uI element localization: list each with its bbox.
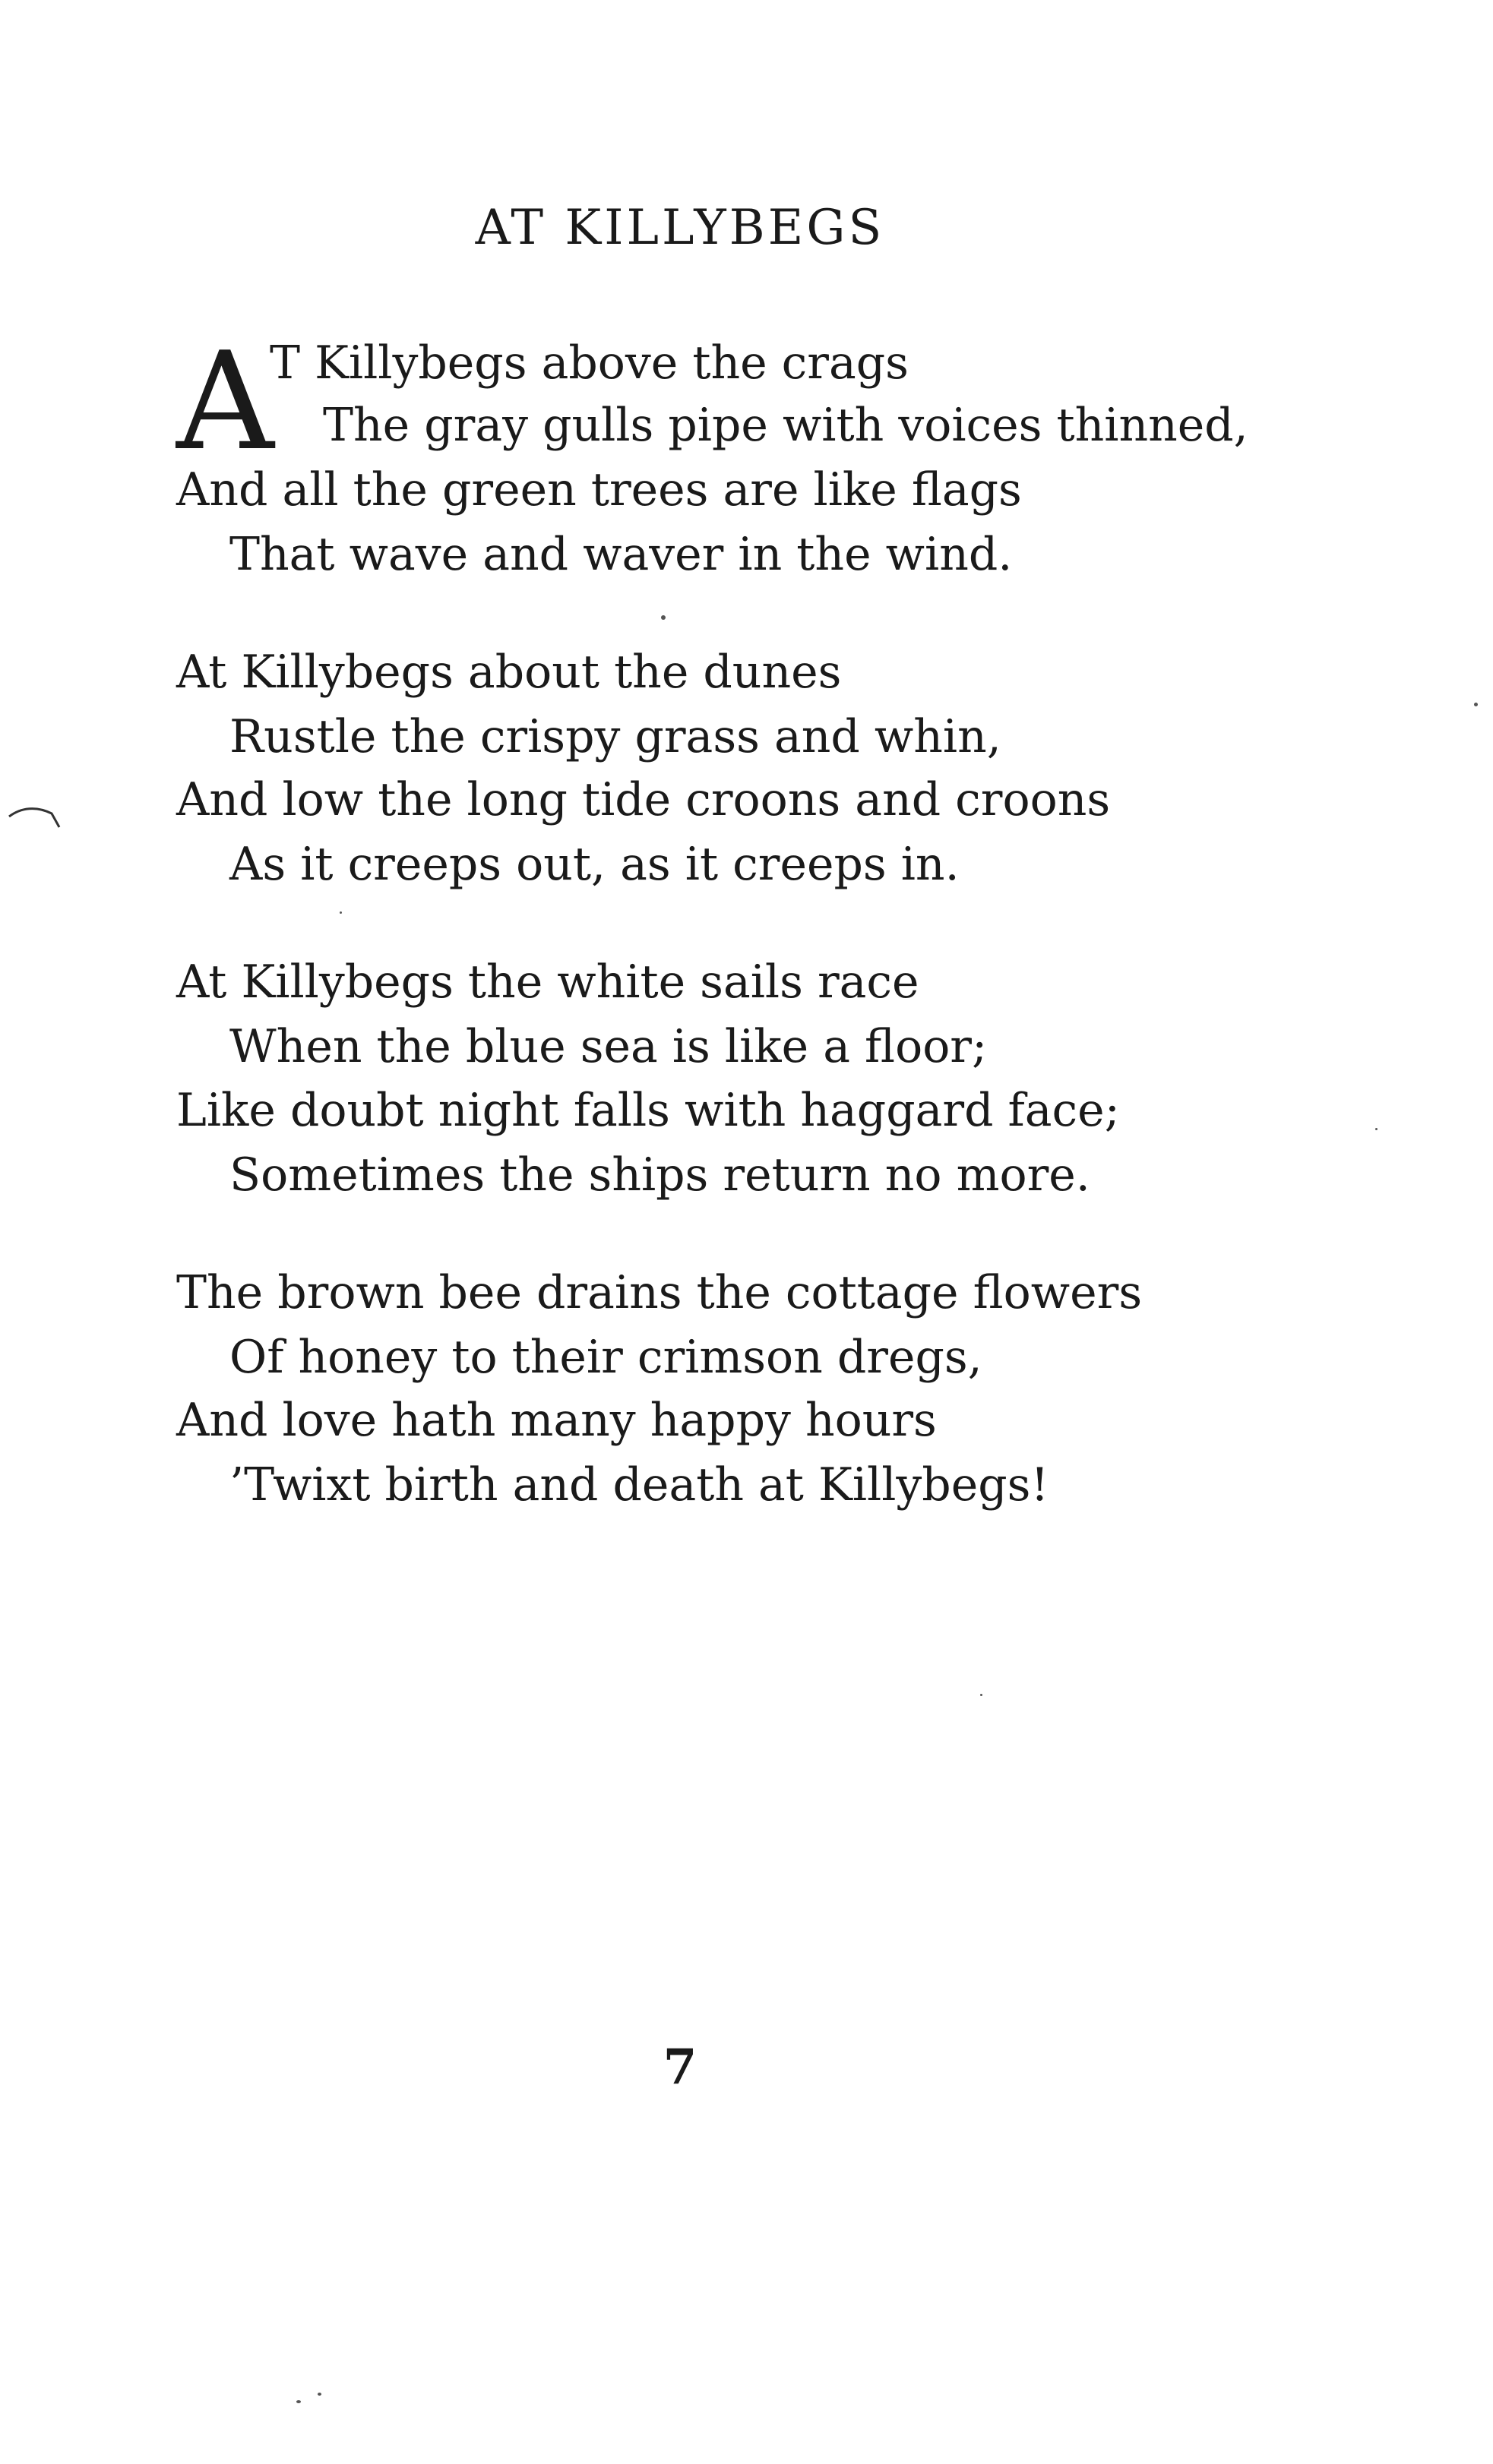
poem-line: When the blue sea is like a floor; xyxy=(229,1020,988,1073)
poem-line: That wave and waver in the wind. xyxy=(229,528,1013,581)
poem-title: AT KILLYBEGS xyxy=(475,200,885,256)
scan-mark-left xyxy=(6,801,67,839)
scan-speck xyxy=(1375,1128,1378,1130)
poem-line: And love hath many happy hours xyxy=(176,1394,937,1447)
poem-line: As it creeps out, as it creeps in. xyxy=(229,838,960,891)
poem-line: Rustle the crispy grass and whin, xyxy=(229,710,1001,763)
poem-line: And all the green trees are like flags xyxy=(176,463,1022,516)
scan-speck xyxy=(980,1694,982,1696)
poem-line: The brown bee drains the cottage flowers xyxy=(176,1266,1143,1319)
scan-speck xyxy=(1474,703,1478,706)
poem-line: Of honey to their crimson dregs, xyxy=(229,1331,982,1384)
scan-speck xyxy=(340,911,342,914)
scan-speck xyxy=(318,2393,321,2396)
poem-line: The gray gulls pipe with voices thinned, xyxy=(323,399,1248,452)
poem-line: At Killybegs about the dunes xyxy=(176,646,842,699)
poem-line: Like doubt night falls with haggard face; xyxy=(176,1084,1120,1137)
poem-line: T Killybegs above the crags xyxy=(270,336,909,390)
drop-cap: A xyxy=(176,323,274,480)
poem-line: Sometimes the ships return no more. xyxy=(229,1148,1090,1202)
scan-speck xyxy=(296,2400,301,2403)
poem-line: And low the long tide croons and croons xyxy=(176,773,1111,826)
scan-speck xyxy=(661,615,666,620)
poem-line: ’Twixt birth and death at Killybegs! xyxy=(229,1458,1049,1512)
page-number: 7 xyxy=(663,2039,697,2096)
poem-line: At Killybegs the white sails race xyxy=(176,956,919,1009)
